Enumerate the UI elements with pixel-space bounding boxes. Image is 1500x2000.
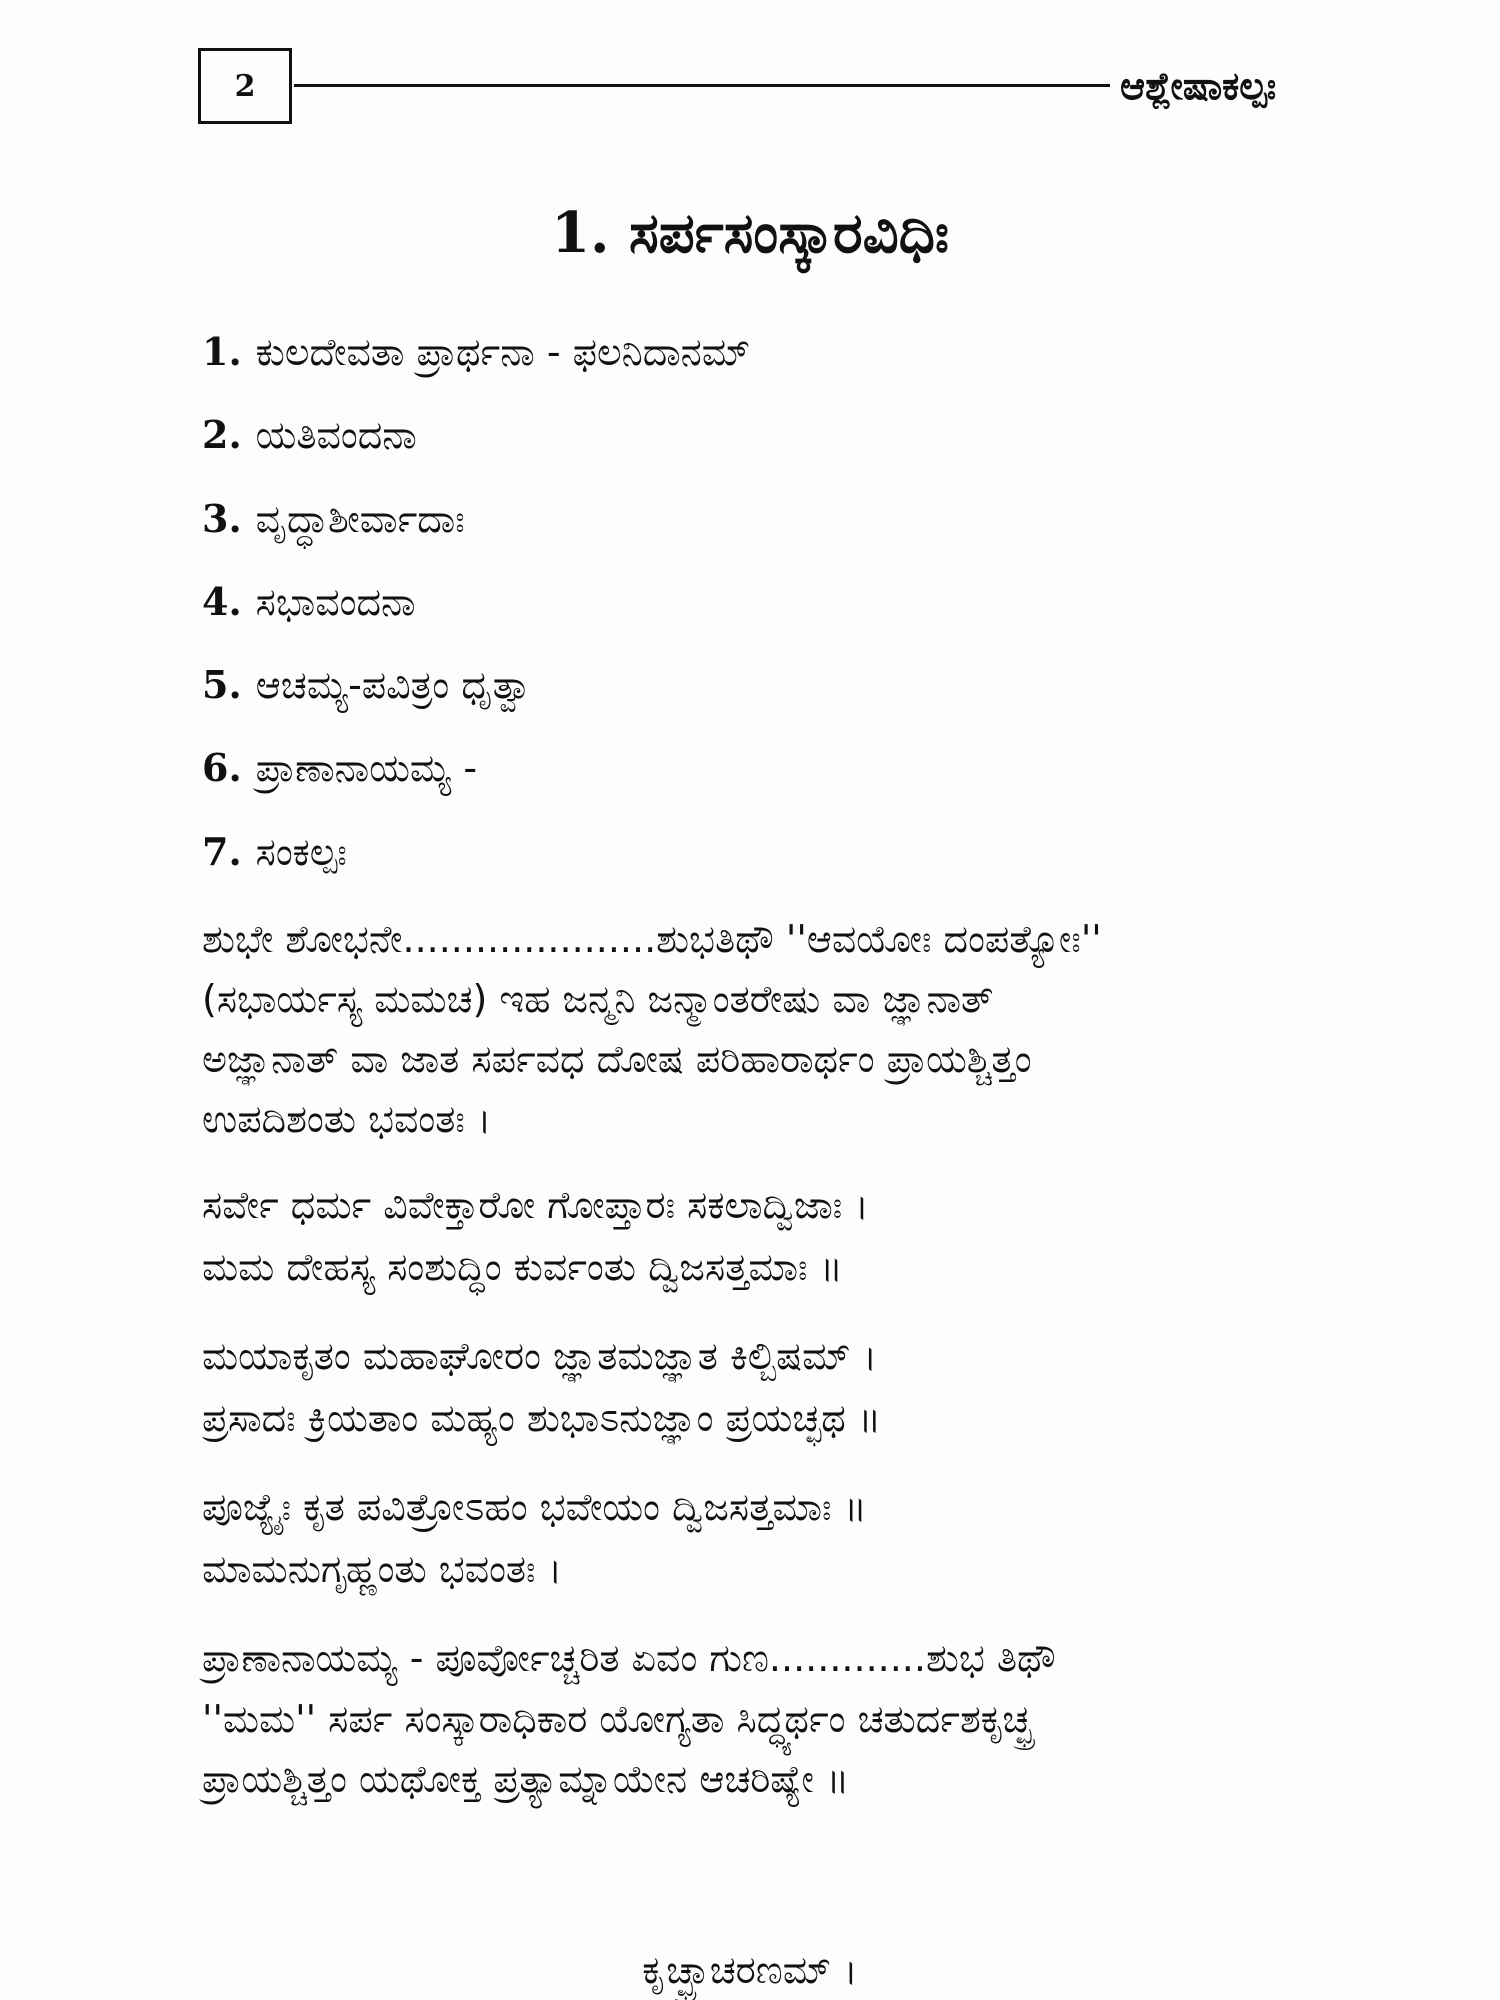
verse-line: ಪೂಜ್ಯೈಃ ಕೃತ ಪವಿತ್ರೋಽಹಂ ಭವೇಯಂ ದ್ವಿಜಸತ್ತಮಾಃ ॥ — [202, 1485, 867, 1530]
page-number — [198, 48, 292, 124]
running-head: ಆಶ್ಲೇಷಾಕಲ್ಪಃ — [1120, 64, 1277, 108]
paragraph-line: ಉಪದಿಶಂತು ಭವಂತಃ । — [202, 1097, 492, 1142]
paragraph-line: ಅಜ್ಞಾನಾತ್ ವಾ ಜಾತ ಸರ್ಪವಧ ದೋಷ ಪರಿಹಾರಾರ್ಥಂ ಪ್ರಾಯಶ್ಚಿತ್ತಂ — [202, 1037, 1032, 1082]
verse-line: ಪ್ರಸಾದಃ ಕ್ರಿಯತಾಂ ಮಹ್ಯಂ ಶುಭಾಽನುಜ್ಞಾಂ ಪ್ರಯಚ್ಛಥ ॥ — [202, 1395, 881, 1440]
paragraph-line: (ಸಭಾರ್ಯಸ್ಯ ಮಮಚ) ಇಹ ಜನ್ಮನಿ ಜನ್ಮಾಂತರೇಷು ವಾ ಜ್ಞಾನಾತ್ — [202, 977, 994, 1022]
paragraph-line: ಪ್ರಾಣಾನಾಯಮ್ಯ - ಪೂರ್ವೋಚ್ಚರಿತ ಏವಂ ಗುಣ.............ಶುಭ ತಿಥೌ — [202, 1636, 1056, 1681]
page-content — [202, 326, 1342, 1835]
step-text: ಕುಲದೇವತಾ ಪ್ರಾರ್ಥನಾ - ಫಲನಿದಾನಮ್ — [255, 330, 751, 374]
verse-line: ಮಾಮನುಗೃಹ್ಣಂತು ಭವಂತಃ । — [202, 1546, 563, 1591]
verse-line: ಮಯಾಕೃತಂ ಮಹಾಘೋರಂ ಜ್ಞಾತಮಜ್ಞಾತ ಕಿಲ್ಬಿಷಮ್ । — [202, 1334, 878, 1379]
step-number: 3. — [202, 495, 242, 541]
step-number: 7. — [202, 828, 242, 874]
step-number: 2. — [202, 412, 242, 458]
sankalpa-paragraph — [202, 909, 1342, 1149]
closing-paragraph — [202, 1628, 1342, 1808]
step-item — [202, 326, 1342, 378]
chapter-title-text: ಸರ್ಪಸಂಸ್ಕಾರವಿಧಿಃ — [629, 201, 949, 266]
paragraph-line: ಪ್ರಾಯಶ್ಚಿತ್ತಂ ಯಥೋಕ್ತ ಪ್ರತ್ಯಾಮ್ನಾಯೇನ ಆಚರಿಷ್ಯೇ ॥ — [202, 1756, 850, 1801]
verse-line: ಸರ್ವೇ ಧರ್ಮ ವಿವೇಕ್ತಾರೋ ಗೋಪ್ತಾರಃ ಸಕಲಾದ್ವಿಜಾಃ । — [202, 1183, 869, 1228]
chapter-number: 1. — [551, 200, 610, 266]
step-text: ವೃದ್ಧಾಶೀರ್ವಾದಾಃ — [255, 496, 465, 541]
chapter-title — [0, 200, 1500, 267]
page-number-text: 2 — [234, 68, 256, 104]
paragraph-line: ''ಮಮ'' ಸರ್ಪ ಸಂಸ್ಕಾರಾಧಿಕಾರ ಯೋಗ್ಯತಾ ಸಿದ್ಧ್ಯರ್ಥಂ ಚತುರ್ದಶಕೃಚ್ಛ್ರ — [202, 1696, 1033, 1741]
step-item — [202, 493, 1342, 545]
step-number: 4. — [202, 578, 242, 624]
header-rule — [294, 84, 1110, 87]
step-item — [202, 409, 1342, 461]
footer-heading: ಕೃಚ್ಛ್ರಾಚರಣಮ್ । — [642, 1948, 858, 1992]
step-number: 5. — [202, 662, 242, 708]
step-item — [202, 576, 1342, 628]
verse-block — [202, 1175, 1342, 1298]
step-number: 1. — [202, 329, 242, 374]
step-text: ಯತಿವಂದನಾ — [255, 413, 417, 458]
verse-block — [202, 1326, 1342, 1449]
step-item — [202, 826, 1342, 878]
step-number: 6. — [202, 745, 242, 791]
verse-line: ಮಮ ದೇಹಸ್ಯ ಸಂಶುದ್ಧಿಂ ಕುರ್ವಂತು ದ್ವಿಜಸತ್ತಮಾಃ ॥ — [202, 1244, 843, 1289]
verse-block — [202, 1477, 1342, 1600]
paragraph-line: ಶುಭೇ ಶೋಭನೇ.....................ಶುಭತಿಥೌ ''ಆವಯೋಃ ದಂಪತ್ಯೋಃ'' — [202, 917, 1102, 962]
step-text: ಆಚಮ್ಯ-ಪವಿತ್ರಂ ಧೃತ್ವಾ — [255, 663, 534, 708]
step-text: ಸಭಾವಂದನಾ — [255, 579, 416, 624]
step-item — [202, 659, 1342, 711]
step-item — [202, 742, 1342, 794]
step-text: ಪ್ರಾಣಾನಾಯಮ್ಯ - — [255, 746, 478, 791]
step-text: ಸಂಕಲ್ಪಃ — [255, 829, 347, 874]
